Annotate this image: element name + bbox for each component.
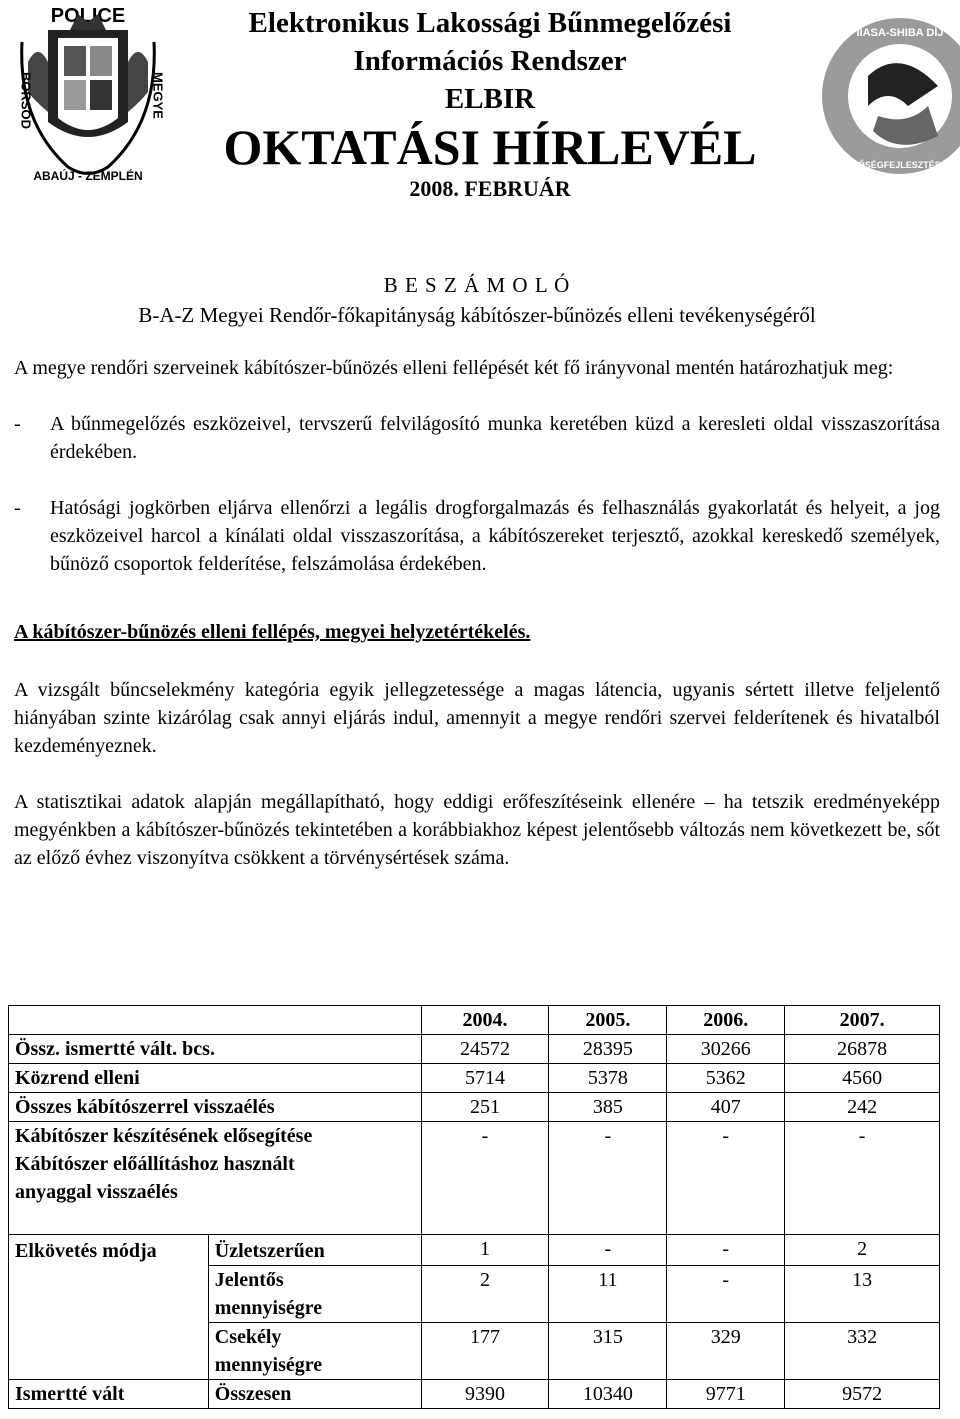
cell-value: 9390 (421, 1380, 549, 1409)
cell-value: 329 (667, 1323, 785, 1380)
year-header: 2007. (785, 1006, 940, 1035)
cell-value: 2 (421, 1266, 549, 1323)
cell-value: 24572 (421, 1035, 549, 1064)
paragraph-statistics: A statisztikai adatok alapján megállapítható, hogy eddigi erőfeszítéseink ellenére – ha tetszik eredményeképp megyénkben a kábítószer-bűnözés tekintetében a korábbiakhoz képest jelentősebb változás nem következett be, sőt az előző évhez viszonyítva csökkent a törvénysértések száma. (14, 791, 940, 869)
cell-value: 10340 (549, 1380, 667, 1409)
cell-value: 407 (667, 1093, 785, 1122)
cell-value: - (667, 1122, 785, 1235)
row-label: Ismertté vált (9, 1380, 209, 1409)
row-label-line: Jelentős (214, 1269, 284, 1291)
cell-value: - (549, 1235, 667, 1266)
cell-value: 11 (549, 1266, 667, 1323)
cell-value: 28395 (549, 1035, 667, 1064)
report-heading: B E S Z Á M O L Ó (383, 273, 571, 297)
table-row (9, 1064, 940, 1093)
table-row (9, 1093, 940, 1122)
cell-value: - (667, 1235, 785, 1266)
police-crest-logo (8, 2, 168, 187)
bullet-dash: - (14, 497, 21, 519)
cell-value: 1 (421, 1235, 549, 1266)
report-subheading: B-A-Z Megyei Rendőr-főkapitányság kábítószer-bűnözés elleni tevékenységéről (138, 303, 816, 327)
table-row (9, 1235, 940, 1266)
row-label-line: mennyiségre (214, 1354, 323, 1376)
issue-date: 2008. FEBRUÁR (409, 176, 571, 201)
table-row (9, 1035, 940, 1064)
cell-value: 332 (785, 1323, 940, 1380)
statistics-table (8, 1005, 940, 1409)
report-body (14, 270, 940, 872)
cell-value: - (549, 1122, 667, 1235)
row-sublabel: Összesen (208, 1380, 421, 1409)
year-header: 2005. (549, 1006, 667, 1035)
svg-text:POLICE: POLICE (50, 5, 126, 27)
cell-value: 9572 (785, 1380, 940, 1409)
cell-value: - (667, 1266, 785, 1323)
row-label: Közrend elleni (9, 1064, 422, 1093)
year-header: 2006. (667, 1006, 785, 1035)
year-header: 2004. (421, 1006, 549, 1035)
cell-value: 5378 (549, 1064, 667, 1093)
table-row (9, 1380, 940, 1409)
cell-value: 4560 (785, 1064, 940, 1093)
iiasa-shiba-award-logo (808, 6, 960, 188)
svg-text:MEGYE: MEGYE (150, 72, 166, 119)
cell-value: 251 (421, 1093, 549, 1122)
cell-value: 2 (785, 1235, 940, 1266)
cell-value: - (785, 1122, 940, 1235)
bullet-item (14, 410, 940, 466)
row-label (208, 1323, 421, 1380)
section-title: A kábítószer-bűnözés elleni fellépés, megyei helyzetértékelés. (14, 621, 531, 643)
cell-value: 30266 (667, 1035, 785, 1064)
row-label: Össz. ismertté vált. bcs. (9, 1035, 422, 1064)
cell-value: 13 (785, 1266, 940, 1323)
row-label (208, 1266, 421, 1323)
title-line-2: Információs Rendszer (353, 45, 627, 77)
table-header-row (9, 1006, 940, 1035)
bullet-text: A bűnmegelőzés eszközeivel, tervszerű felvilágosító munka keretében küzd a keresleti oldal visszaszorítása érdekében. (50, 413, 940, 463)
newsletter-title: OKTATÁSI HÍRLEVÉL (223, 119, 757, 175)
title-line-3: ELBIR (444, 83, 536, 115)
cell-value: 242 (785, 1093, 940, 1122)
title-line-1: Elektronikus Lakossági Bűnmegelőzési (248, 7, 732, 39)
cell-value: 5714 (421, 1064, 549, 1093)
row-label-line: Csekély (214, 1326, 282, 1348)
svg-text:IIASA-SHIBA DÍJ: IIASA-SHIBA DÍJ (856, 27, 944, 39)
cell-value: 385 (549, 1093, 667, 1122)
svg-text:BORSOD: BORSOD (18, 72, 34, 130)
newsletter-header (0, 0, 960, 200)
bullet-item (14, 494, 940, 578)
cell-value: 177 (421, 1323, 549, 1380)
row-label-line: Kábítószer készítésének elősegítése (15, 1125, 313, 1147)
group-label: Elkövetés módja (9, 1235, 209, 1380)
svg-text:MINŐSÉGFEJLESZTÉSÉRT: MINŐSÉGFEJLESZTÉSÉRT (841, 160, 959, 170)
row-label (9, 1122, 422, 1235)
row-label-line: Kábítószer előállításhoz használt (15, 1153, 295, 1175)
paragraph-latency: A vizsgált bűncselekmény kategória egyik jellegzetessége a magas látencia, ugyanis sértett illetve feljelentő hiányában szinte kizárólag csak annyi eljárás indul, amennyit a megye rendőri szervei felderítenek és hivatalból kezdeményeznek. (14, 679, 940, 757)
row-label: Üzletszerűen (208, 1235, 421, 1266)
row-label-line: anyaggal visszaélés (15, 1181, 178, 1203)
row-label-line: mennyiségre (214, 1297, 323, 1319)
cell-value: 9771 (667, 1380, 785, 1409)
cell-value: 5362 (667, 1064, 785, 1093)
title-block (170, 4, 810, 204)
intro-paragraph: A megye rendőri szerveinek kábítószer-bűnözés elleni fellépését két fő irányvonal mentén határozhatjuk meg: (14, 357, 894, 379)
bullet-dash: - (14, 413, 21, 435)
cell-value: 315 (549, 1323, 667, 1380)
cell-value: - (421, 1122, 549, 1235)
cell-value: 26878 (785, 1035, 940, 1064)
table-row (9, 1122, 940, 1235)
row-label: Összes kábítószerrel visszaélés (9, 1093, 422, 1122)
bullet-text: Hatósági jogkörben eljárva ellenőrzi a legális drogforgalmazás és felhasználás gyakorlatát és helyeit, a jog eszközeivel harcol a kínálati oldal visszaszorítása, a kábítószereket terjesztő, azokkal kereskedő személyek, bűnöző csoportok felderítése, felszámolása érdekében. (50, 497, 940, 575)
svg-text:ABAÚJ - ZEMPLÉN: ABAÚJ - ZEMPLÉN (33, 169, 143, 183)
